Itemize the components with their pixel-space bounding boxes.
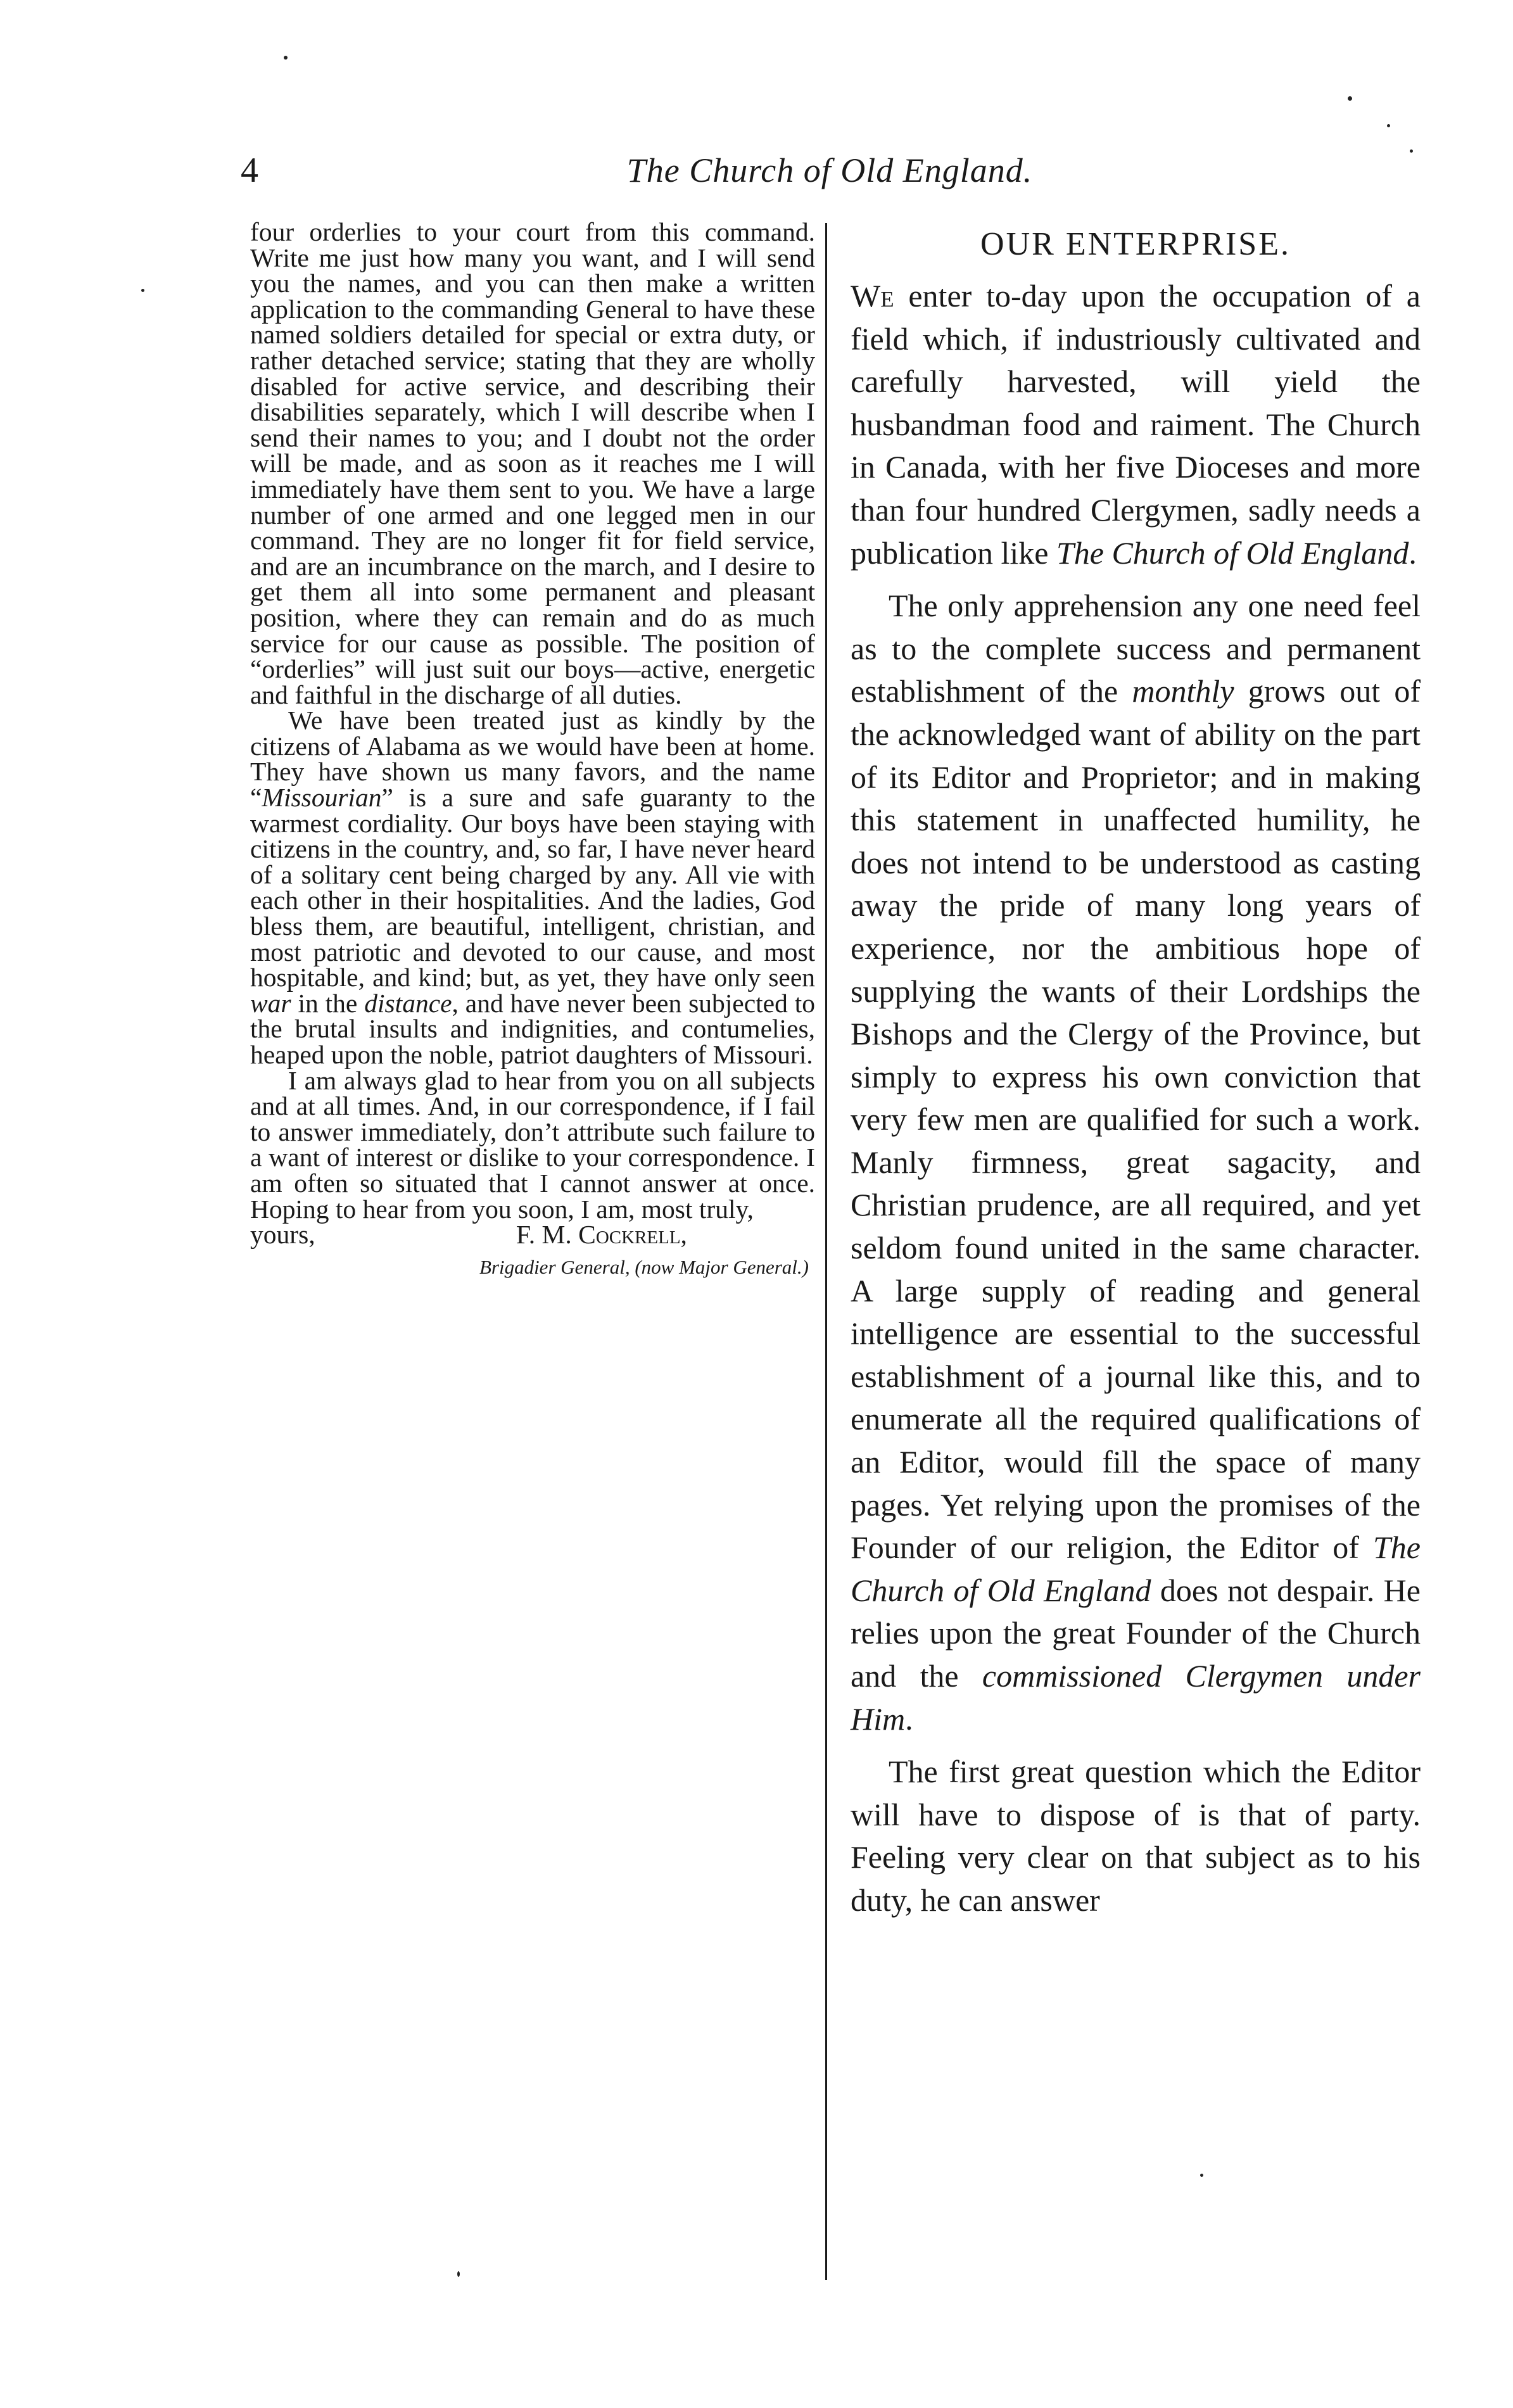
print-speck <box>1387 124 1390 127</box>
signature-line <box>250 1222 815 1248</box>
letter-paragraph-1: four orderlies to your court from this command. Write me just how many you want, and I will send you the names, and you can then make a written application to the commanding General to have these named soldiers detailed for special or extra duty, or rather detached service; stating that they are wholly disabled for active service, and describing their disabilities separately, which I will describe when I send their names to you; and I doubt not the order will be made, and as soon as it reaches me I will immediately have them sent to you. We have a large number of one armed and one legged men in our command. They are no longer fit for field service, and are an incumbrance on the march, and I desire to get them all into some permanent and pleasant position, where they can remain and do as much service for our cause as possible. The position of “orderlies” will just suit our boys—active, energetic and faithful in the discharge of all duties. <box>250 217 815 709</box>
section-title: OUR ENTERPRISE. <box>980 226 1291 262</box>
left-column <box>250 219 815 1282</box>
signature-title: Brigadier General, (now Major General.) <box>479 1256 809 1279</box>
letter-paragraph-3: I am always glad to hear from you on all subjects and at all times. And, in our correspondence, if I fail to answer immediately, don’t attribute such failure to a want of interest or dislike to your correspondence. I am often so situated that I cannot answer at once. Hoping to hear from you soon, I am, most truly, <box>250 1065 815 1224</box>
right-column <box>851 219 1421 1922</box>
print-speck <box>1410 149 1413 153</box>
enterprise-paragraph-2: The only apprehension any one need feel as to the complete success and permanent establishment of the monthly grows out of the acknowledged want of ability on the part of its Editor and Proprietor; and in making this statement in unaffected humility, he does not intend to be understood as casting away the pride of many long years of experience, nor the ambitious hope of supplying the wants of their Lordships the Bishops and the Clergy of the Province, but simply to express his own conviction that very few men are qualified for such a work. Manly firmness, great sagacity, and Christian prudence, are all required, and yet seldom found united in the same character. A large supply of reading and general intelligence are essential to the successful establishment of a journal like this, and to enumerate all the required qualifications of an Editor, would fill the space of many pages. Yet relying upon the promises of the Founder of our religion, the Editor of The Church of Old England does not despair. He relies upon the great Founder of the Church and the commissioned Clergymen under Him. <box>851 588 1421 1737</box>
enterprise-paragraph-1: We enter to-day upon the occupation of a field which, if industriously cultivated and carefully harvested, will yield the husbandman food and raiment. The Church in Canada, with her five Dioceses and more than four hundred Clergymen, sadly needs a publication like The Church of Old England. <box>851 278 1421 571</box>
signature-closing: yours, <box>250 1220 315 1250</box>
signature-name: F. M. Cockrell, <box>516 1220 687 1250</box>
print-speck <box>1200 2174 1203 2177</box>
page-header <box>241 143 1419 198</box>
print-speck <box>1348 96 1352 101</box>
running-title: The Church of Old England. <box>626 151 1033 189</box>
print-speck <box>457 2271 460 2277</box>
print-speck <box>284 56 288 60</box>
print-speck <box>141 289 144 292</box>
enterprise-paragraph-3: The first great question which the Editor will have to dispose of is that of party. Feeling very clear on that subject as to his duty, he can answer <box>851 1754 1421 1918</box>
letter-paragraph-2: We have been treated just as kindly by the citizens of Alabama as we would have been at home. They have shown us many favors, and the name “Missourian” is a sure and safe guaranty to the warmest cordiality. Our boys have been staying with citizens in the country, and, so far, I have never heard of a solitary cent being charged by any. All vie with each other in their hospitalities. And the ladies, God bless them, are beautiful, intelligent, christian, and most patriotic and devoted to our cause, and most hospitable, and kind; but, as yet, they have only seen war in the distance, and have never been subjected to the brutal insults and indignities, and contumelies, heaped upon the noble, patriot daughters of Missouri. <box>250 706 815 1069</box>
column-divider <box>825 223 827 2280</box>
page-number: 4 <box>241 151 258 190</box>
